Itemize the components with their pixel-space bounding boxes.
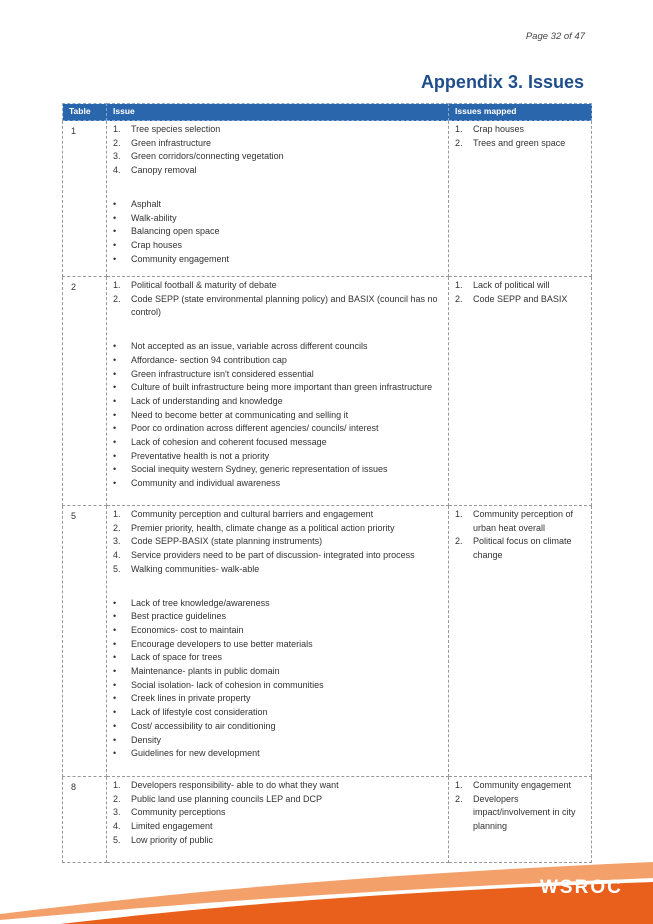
list-item: • Culture of built infrastructure being more important than green infrastructure: [113, 382, 433, 393]
list-item: • Cost/ accessibility to air conditioning: [113, 720, 276, 731]
issues-table: [62, 103, 592, 863]
mapped-cell: [449, 506, 592, 777]
appendix-heading: Appendix 3. Issues: [420, 72, 584, 92]
list-item: 5. Low priority of public: [113, 834, 214, 845]
list-item: 4. Canopy removal: [113, 165, 197, 176]
list-item: • Asphalt: [113, 198, 162, 209]
list-item: • Density: [113, 734, 162, 745]
list-item: • Lack of cohesion and coherent focused message: [113, 437, 327, 448]
col-header-table: Table: [63, 104, 107, 121]
issues-cell: [107, 777, 449, 863]
table-header-row: [63, 104, 592, 121]
mapped-cell: [449, 121, 592, 277]
list-item: 2. Code SEPP (state environmental planning policy) and BASIX (council has no control): [113, 293, 438, 318]
list-item: • Economics- cost to maintain: [113, 624, 244, 635]
list-item: 1. Community perception of urban heat overall: [455, 509, 574, 533]
issues-cell: [107, 506, 449, 777]
col-header-issue: Issue: [107, 104, 449, 121]
col-header-mapped: Issues mapped: [449, 104, 592, 121]
list-item: • Guidelines for new development: [113, 748, 260, 759]
list-item: • Maintenance- plants in public domain: [113, 666, 280, 677]
list-item: • Social isolation- lack of cohesion in communities: [113, 679, 324, 690]
list-item: 1. Lack of political will: [455, 280, 550, 290]
list-item: • Affordance- section 94 contribution cap: [113, 354, 287, 365]
list-item: • Community engagement: [113, 253, 230, 264]
list-item: 2. Developers impact/involvement in city planning: [455, 793, 576, 832]
mapped-list: [455, 508, 585, 563]
list-item: • Walk-ability: [113, 212, 177, 223]
list-item: 2. Public land use planning councils LEP and DCP: [113, 793, 322, 804]
table-row: [63, 121, 592, 277]
list-item: • Social inequity western Sydney, generic representation of issues: [113, 464, 388, 475]
list-item: • Lack of understanding and knowledge: [113, 395, 283, 406]
numbered-list: [113, 279, 442, 320]
bullet-list: [113, 340, 442, 491]
page-number: Page 32 of 47: [525, 31, 585, 42]
list-item: • Balancing open space: [113, 226, 220, 237]
list-item: 1. Political football & maturity of debate: [113, 280, 277, 290]
list-item: • Lack of space for trees: [113, 652, 223, 663]
numbered-list: [113, 779, 442, 848]
mapped-list: [455, 779, 585, 834]
list-item: 1. Developers responsibility- able to do what they want: [113, 780, 339, 790]
list-item: 1. Crap houses: [455, 124, 525, 134]
list-item: 1. Tree species selection: [113, 124, 221, 134]
list-item: • Crap houses: [113, 239, 183, 250]
issues-cell: [107, 277, 449, 506]
table-number: 8: [63, 777, 107, 863]
list-item: • Lack of tree knowledge/awareness: [113, 597, 270, 608]
mapped-cell: [449, 777, 592, 863]
list-item: • Community and individual awareness: [113, 478, 281, 489]
list-item: 1. Community engagement: [455, 780, 572, 790]
wsroc-logo: WSROC: [540, 877, 623, 898]
mapped-list: [455, 279, 585, 306]
list-item: • Encourage developers to use better materials: [113, 638, 313, 649]
bullet-list: [113, 198, 442, 267]
table-row: [63, 506, 592, 777]
list-item: 2. Green infrastructure: [113, 137, 212, 148]
list-item: 2. Political focus on climate change: [455, 536, 572, 561]
numbered-list: [113, 508, 442, 577]
mapped-cell: [449, 277, 592, 506]
list-item: 3. Code SEPP-BASIX (state planning instruments): [113, 536, 323, 547]
table-row: [63, 777, 592, 863]
list-item: 4. Service providers need to be part of discussion- integrated into process: [113, 550, 415, 561]
list-item: • Preventative health is not a priority: [113, 450, 270, 461]
list-item: 2. Premier priority, health, climate change as a political action priority: [113, 522, 395, 533]
table-row: [63, 277, 592, 506]
list-item: • Creek lines in private property: [113, 693, 251, 704]
issues-cell: [107, 121, 449, 277]
table-number: 2: [63, 277, 107, 506]
numbered-list: [113, 123, 442, 178]
list-item: 3. Community perceptions: [113, 807, 226, 818]
list-item: 4. Limited engagement: [113, 821, 213, 832]
list-item: • Need to become better at communicating and selling it: [113, 409, 349, 420]
list-item: 3. Green corridors/connecting vegetation: [113, 151, 284, 162]
list-item: • Best practice guidelines: [113, 611, 227, 622]
list-item: 2. Code SEPP and BASIX: [455, 293, 568, 304]
table-number: 5: [63, 506, 107, 777]
list-item: • Green infrastructure isn't considered essential: [113, 368, 314, 379]
list-item: • Poor co ordination across different agencies/ councils/ interest: [113, 423, 379, 434]
list-item: 2. Trees and green space: [455, 137, 566, 148]
mapped-list: [455, 123, 585, 150]
list-item: • Lack of lifestyle cost consideration: [113, 707, 268, 718]
table-number: 1: [63, 121, 107, 277]
bullet-list: [113, 597, 442, 761]
list-item: • Not accepted as an issue, variable across different councils: [113, 341, 368, 352]
list-item: 1. Community perception and cultural barriers and engagement: [113, 509, 374, 519]
list-item: 5. Walking communities- walk-able: [113, 563, 260, 574]
